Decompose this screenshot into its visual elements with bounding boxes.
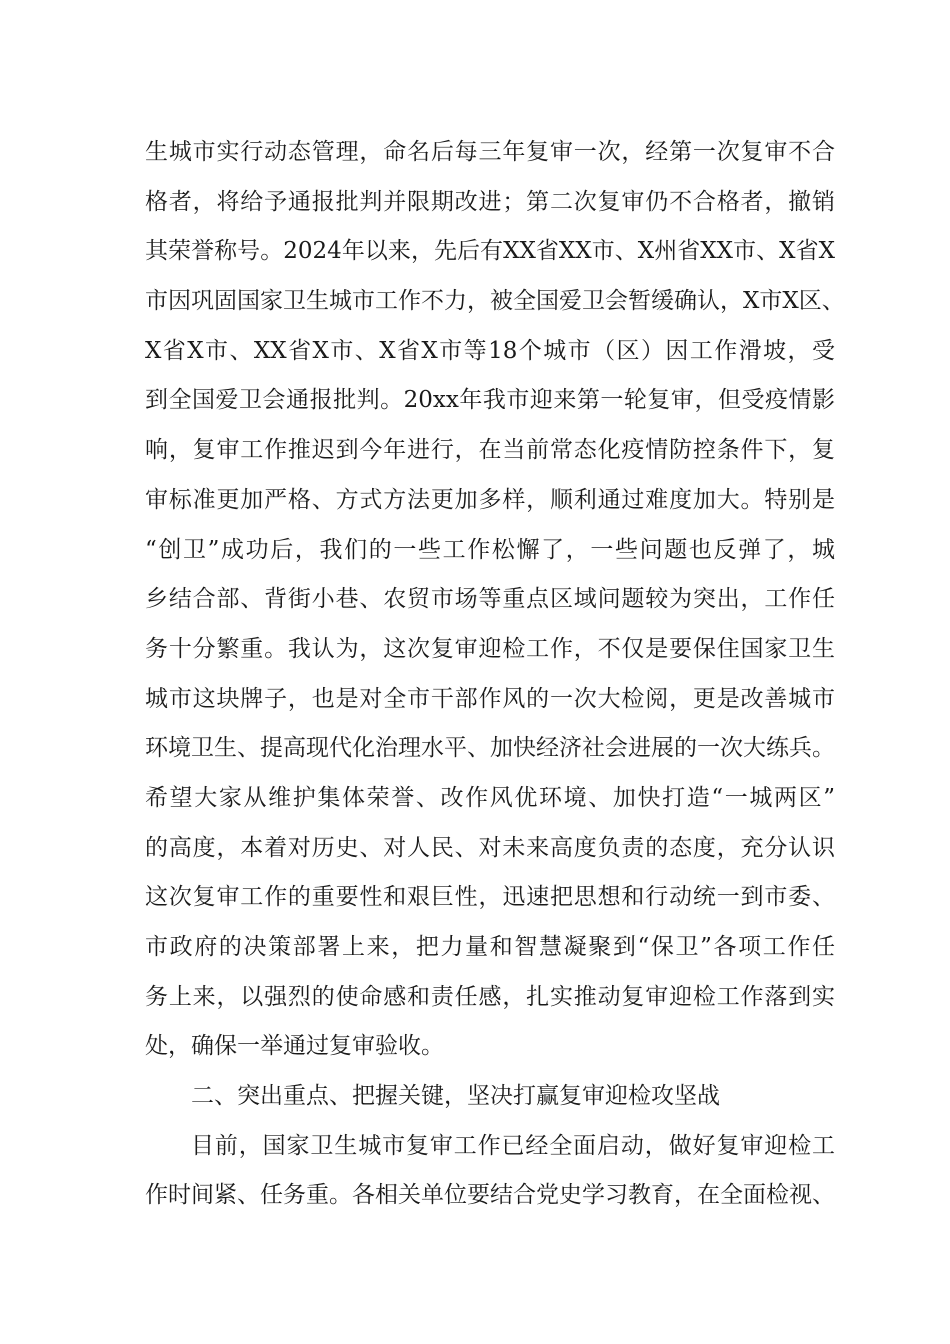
paragraph-line: 城市这块牌子，也是对全市干部作风的一次大检阅，更是改善城市 xyxy=(145,685,835,712)
paragraph-line: 响，复审工作推迟到今年进行，在当前常态化疫情防控条件下，复 xyxy=(145,437,835,464)
paragraph-line: 作时间紧、任务重。各相关单位要结合党史学习教育，在全面检视、 xyxy=(145,1182,835,1209)
paragraph-line: 市政府的决策部署上来，把力量和智慧凝聚到“保卫”各项工作任 xyxy=(145,934,835,960)
section-heading: 二、突出重点、把握关键，坚决打赢复审迎检攻坚战 xyxy=(191,1083,720,1110)
paragraph-line: X省X市、XX省X市、X省X市等18个城市（区）因工作滑坡，受 xyxy=(145,337,835,364)
document-body xyxy=(145,128,845,1221)
paragraph-line: 环境卫生、提高现代化治理水平、加快经济社会进展的一次大练兵。 xyxy=(145,735,835,762)
paragraph-line: 市因巩固国家卫生城市工作不力，被全国爱卫会暂缓确认，X市X区、 xyxy=(145,288,845,315)
paragraph-line: 希望大家从维护集体荣誉、改作风优环境、加快打造“一城两区” xyxy=(145,784,835,811)
paragraph-line: 到全国爱卫会通报批判。20xx年我市迎来第一轮复审，但受疫情影 xyxy=(145,387,835,414)
paragraph-line: 乡结合部、背街小巷、农贸市场等重点区域问题较为突出，工作任 xyxy=(145,586,835,613)
paragraph-line: 处，确保一举通过复审验收。 xyxy=(145,1033,444,1060)
paragraph-line: 生城市实行动态管理，命名后每三年复审一次，经第一次复审不合 xyxy=(145,139,835,165)
paragraph-line: 务上来，以强烈的使命感和责任感，扎实推动复审迎检工作落到实 xyxy=(145,983,835,1010)
paragraph-line: 这次复审工作的重要性和艰巨性，迅速把思想和行动统一到市委、 xyxy=(145,884,835,911)
paragraph-line: “创卫”成功后，我们的一些工作松懈了，一些问题也反弹了，城 xyxy=(145,536,835,563)
paragraph-line: 格者，将给予通报批判并限期改进；第二次复审仍不合格者，撤销 xyxy=(145,188,835,215)
paragraph-line: 审标准更加严格、方式方法更加多样，顺利通过难度加大。特别是 xyxy=(145,486,835,513)
paragraph-line: 目前，国家卫生城市复审工作已经全面启动，做好复审迎检工 xyxy=(191,1132,835,1159)
paragraph-line: 务十分繁重。我认为，这次复审迎检工作，不仅是要保住国家卫生 xyxy=(145,635,835,662)
paragraph-line: 其荣誉称号。2024年以来，先后有XX省XX市、X州省XX市、X省X xyxy=(145,238,835,265)
paragraph-line: 的高度，本着对历史、对人民、对未来高度负责的态度，充分认识 xyxy=(145,834,835,861)
